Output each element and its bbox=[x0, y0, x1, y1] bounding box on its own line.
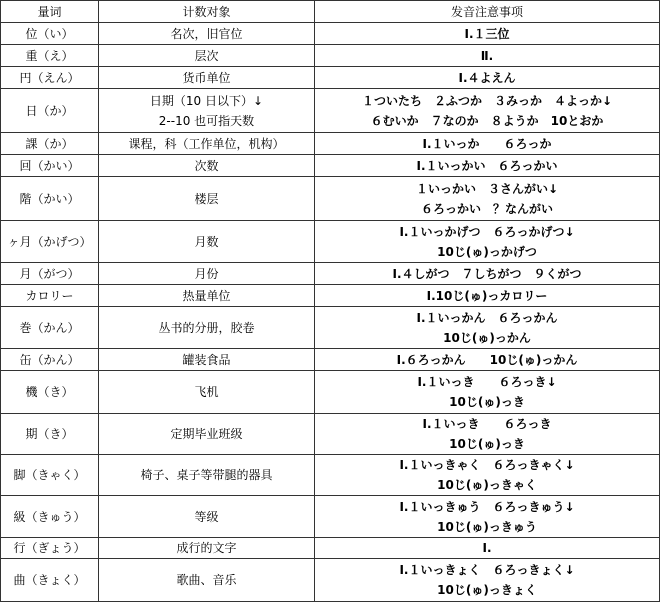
cell-object bbox=[99, 263, 315, 285]
object-line: 丛书的分册，胶卷 bbox=[158, 320, 255, 335]
table-row bbox=[1, 559, 660, 602]
table-row bbox=[1, 45, 660, 67]
notes-line: Ⅰ.１三位 bbox=[464, 26, 510, 41]
notes-line: Ⅰ. bbox=[482, 541, 492, 555]
cell-notes bbox=[315, 67, 660, 89]
cell-counter: 円（えん） bbox=[1, 67, 99, 89]
cell-counter: 巻（かん） bbox=[1, 307, 99, 349]
notes-line: Ⅰ.４しがつ ７しちがつ ９くがつ bbox=[392, 266, 582, 281]
table-row bbox=[1, 349, 660, 371]
object-line: 日期（10 日以下）↓ bbox=[149, 93, 264, 108]
notes-line: 10じ(ゅ)っき bbox=[449, 437, 525, 451]
cell-notes bbox=[315, 455, 660, 496]
table-row bbox=[1, 155, 660, 177]
object-line: 月数 bbox=[194, 234, 219, 249]
cell-object bbox=[99, 89, 315, 133]
header-notes: 发音注意事项 bbox=[315, 1, 660, 23]
notes-line: ６ろっかい ？なんがい bbox=[420, 201, 553, 216]
table-row bbox=[1, 285, 660, 307]
notes-line: 10じ(ゅ)っき bbox=[449, 395, 525, 409]
notes-line: 10じ(ゅ)っきゅう bbox=[437, 519, 537, 534]
notes-line: Ⅰ.６ろっかん 10じ(ゅ)っかん bbox=[396, 352, 578, 367]
cell-counter: 級（きゅう） bbox=[1, 496, 99, 538]
object-line: 月份 bbox=[194, 266, 219, 281]
cell-counter: 缶（かん） bbox=[1, 349, 99, 371]
object-line: 飞机 bbox=[194, 385, 219, 399]
cell-counter: 行（ぎょう） bbox=[1, 538, 99, 559]
table-row bbox=[1, 67, 660, 89]
cell-counter: 重（え） bbox=[1, 45, 99, 67]
cell-counter: 課（か） bbox=[1, 133, 99, 155]
cell-counter: 月（がつ） bbox=[1, 263, 99, 285]
object-line: 课程，科（工作单位，机构） bbox=[128, 136, 285, 151]
table-row bbox=[1, 538, 660, 559]
table-row bbox=[1, 89, 660, 133]
cell-notes bbox=[315, 89, 660, 133]
cell-notes bbox=[315, 177, 660, 221]
cell-object bbox=[99, 177, 315, 221]
notes-line: １いっかい ３さんがい↓ bbox=[415, 181, 559, 196]
cell-notes bbox=[315, 349, 660, 371]
cell-object bbox=[99, 349, 315, 371]
cell-notes bbox=[315, 133, 660, 155]
object-line: 货币单位 bbox=[182, 70, 231, 85]
table-header-row bbox=[1, 1, 660, 23]
object-line: 名次，旧官位 bbox=[170, 26, 243, 41]
cell-object bbox=[99, 559, 315, 602]
table-row bbox=[1, 307, 660, 349]
notes-line: ６むいか ７なのか ８ようか 10とおか bbox=[370, 113, 604, 128]
cell-counter: 脚（きゃく） bbox=[1, 455, 99, 496]
table-body bbox=[1, 23, 660, 602]
object-line: 楼层 bbox=[194, 191, 219, 206]
cell-notes bbox=[315, 45, 660, 67]
cell-object bbox=[99, 285, 315, 307]
cell-object bbox=[99, 455, 315, 496]
cell-counter: カロリー bbox=[1, 285, 99, 307]
table-row bbox=[1, 221, 660, 263]
notes-line: Ⅰ.10じ(ゅ)っカロリー bbox=[426, 288, 548, 303]
cell-counter: 回（かい） bbox=[1, 155, 99, 177]
notes-line: Ⅰ.１いっき ６ろっき↓ bbox=[417, 375, 557, 389]
cell-object bbox=[99, 307, 315, 349]
table-row bbox=[1, 23, 660, 45]
table-row bbox=[1, 263, 660, 285]
object-line: 歌曲、音乐 bbox=[176, 573, 237, 587]
cell-notes bbox=[315, 307, 660, 349]
cell-counter: 日（か） bbox=[1, 89, 99, 133]
cell-counter: 期（き） bbox=[1, 414, 99, 455]
table-row bbox=[1, 133, 660, 155]
cell-notes bbox=[315, 155, 660, 177]
object-line: 热量单位 bbox=[182, 288, 231, 303]
notes-line: Ⅰ.１いっかげつ ６ろっかげつ↓ bbox=[399, 224, 575, 239]
object-line: 椅子、桌子等带腿的器具 bbox=[140, 468, 273, 482]
cell-notes bbox=[315, 414, 660, 455]
notes-line: Ⅱ. bbox=[480, 48, 494, 63]
cell-counter: ヶ月（かげつ） bbox=[1, 221, 99, 263]
notes-line: 10じ(ゅ)っかん bbox=[443, 330, 531, 345]
cell-notes bbox=[315, 371, 660, 414]
cell-object bbox=[99, 67, 315, 89]
object-line: 定期毕业班级 bbox=[170, 427, 243, 441]
cell-object bbox=[99, 23, 315, 45]
object-line: 次数 bbox=[194, 158, 219, 173]
table-row bbox=[1, 496, 660, 538]
table-row bbox=[1, 177, 660, 221]
cell-object bbox=[99, 538, 315, 559]
cell-object bbox=[99, 496, 315, 538]
cell-object bbox=[99, 371, 315, 414]
cell-counter: 位（い） bbox=[1, 23, 99, 45]
cell-notes bbox=[315, 496, 660, 538]
object-line: 罐装食品 bbox=[182, 352, 231, 367]
notes-line: 10じ(ゅ)っきゃく bbox=[437, 478, 537, 492]
notes-line: Ⅰ.１いっかん ６ろっかん bbox=[416, 310, 558, 325]
cell-notes bbox=[315, 23, 660, 45]
cell-counter: 機（き） bbox=[1, 371, 99, 414]
cell-notes bbox=[315, 221, 660, 263]
cell-object bbox=[99, 221, 315, 263]
cell-notes bbox=[315, 263, 660, 285]
notes-line: Ⅰ.１いっきゅう ６ろっきゅう↓ bbox=[399, 499, 575, 514]
table-row bbox=[1, 371, 660, 414]
cell-object bbox=[99, 45, 315, 67]
header-counter: 量词 bbox=[1, 1, 99, 23]
notes-line: １ついたち ２ふつか ３みっか ４よっか↓ bbox=[361, 93, 613, 108]
cell-object bbox=[99, 133, 315, 155]
notes-line: Ⅰ.１いっき ６ろっき bbox=[422, 417, 552, 431]
notes-line: Ⅰ.１いっきょく ６ろっきょく↓ bbox=[399, 563, 575, 577]
notes-line: Ⅰ.４よえん bbox=[458, 70, 516, 85]
notes-line: 10じ(ゅ)っきょく bbox=[437, 583, 537, 597]
table-row bbox=[1, 455, 660, 496]
object-line: 等级 bbox=[194, 509, 219, 524]
cell-notes bbox=[315, 538, 660, 559]
table-row bbox=[1, 414, 660, 455]
notes-line: Ⅰ.１いっか ６ろっか bbox=[422, 136, 552, 151]
cell-counter: 階（かい） bbox=[1, 177, 99, 221]
cell-notes bbox=[315, 285, 660, 307]
notes-line: Ⅰ.１いっかい ６ろっかい bbox=[416, 158, 558, 173]
object-line: 层次 bbox=[194, 48, 219, 63]
notes-line: 10じ(ゅ)っかげつ bbox=[437, 244, 537, 259]
cell-notes bbox=[315, 559, 660, 602]
object-line: 2--10 也可指天数 bbox=[158, 113, 255, 128]
cell-object bbox=[99, 155, 315, 177]
cell-counter: 曲（きょく） bbox=[1, 559, 99, 602]
header-object: 计数对象 bbox=[99, 1, 315, 23]
cell-object bbox=[99, 414, 315, 455]
object-line: 成行的文字 bbox=[176, 541, 237, 555]
notes-line: Ⅰ.１いっきゃく ６ろっきゃく↓ bbox=[399, 458, 575, 472]
